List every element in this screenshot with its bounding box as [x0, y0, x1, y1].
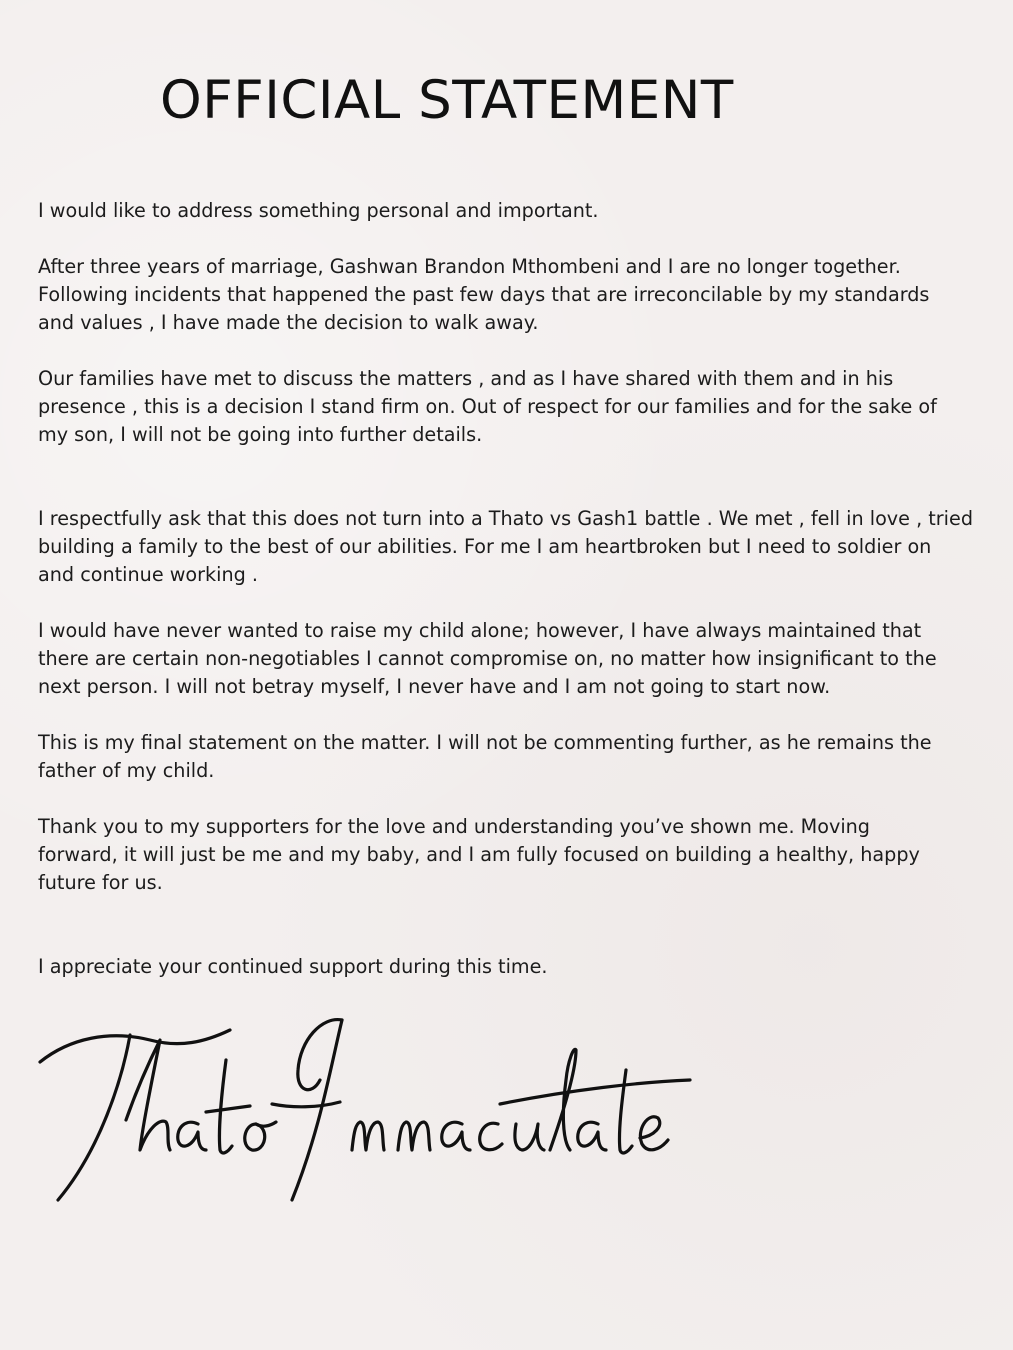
text-line: and continue working .	[38, 563, 259, 586]
text-line: Following incidents that happened the past few days that are irreconcilable by my standards	[38, 283, 930, 306]
paragraph-request	[38, 505, 988, 589]
page-title: OFFICIAL STATEMENT	[160, 70, 734, 131]
text-line: I would have never wanted to raise my child alone; however, I have always maintained that	[38, 619, 922, 642]
text-line: and values , I have made the decision to walk away.	[38, 311, 539, 334]
text-line: forward, it will just be me and my baby, and I am fully focused on building a healthy, happy	[38, 843, 920, 866]
text-line: Thank you to my supporters for the love and understanding you’ve shown me. Moving	[38, 815, 870, 838]
paragraph-closing	[38, 953, 988, 981]
text-line: next person. I will not betray myself, I never have and I am not going to start now.	[38, 675, 831, 698]
paragraph-thanks	[38, 813, 988, 897]
text-line: I would like to address something personal and important.	[38, 199, 599, 222]
text-line: This is my final statement on the matter. I will not be commenting further, as he remains the	[38, 731, 932, 754]
paragraph-non-negotiables	[38, 617, 988, 701]
paragraph-intro	[38, 197, 988, 225]
text-line: I respectfully ask that this does not turn into a Thato vs Gash1 battle . We met , fell in love , tried	[38, 507, 973, 530]
text-line: there are certain non-negotiables I cannot compromise on, no matter how insignificant to the	[38, 647, 937, 670]
statement-body	[38, 197, 988, 981]
signature	[30, 1000, 710, 1230]
text-line: my son, I will not be going into further details.	[38, 423, 483, 446]
text-line: I appreciate your continued support during this time.	[38, 955, 548, 978]
text-line: Our families have met to discuss the matters , and as I have shared with them and in his	[38, 367, 894, 390]
text-line: future for us.	[38, 871, 163, 894]
paragraph-separation	[38, 253, 988, 337]
text-line: After three years of marriage, Gashwan Brandon Mthombeni and I are no longer together.	[38, 255, 901, 278]
text-line: building a family to the best of our abilities. For me I am heartbroken but I need to soldier on	[38, 535, 932, 558]
paragraph-families	[38, 365, 988, 449]
text-line: presence , this is a decision I stand firm on. Out of respect for our families and for the sake of	[38, 395, 937, 418]
paragraph-final-statement	[38, 729, 988, 785]
text-line: father of my child.	[38, 759, 215, 782]
